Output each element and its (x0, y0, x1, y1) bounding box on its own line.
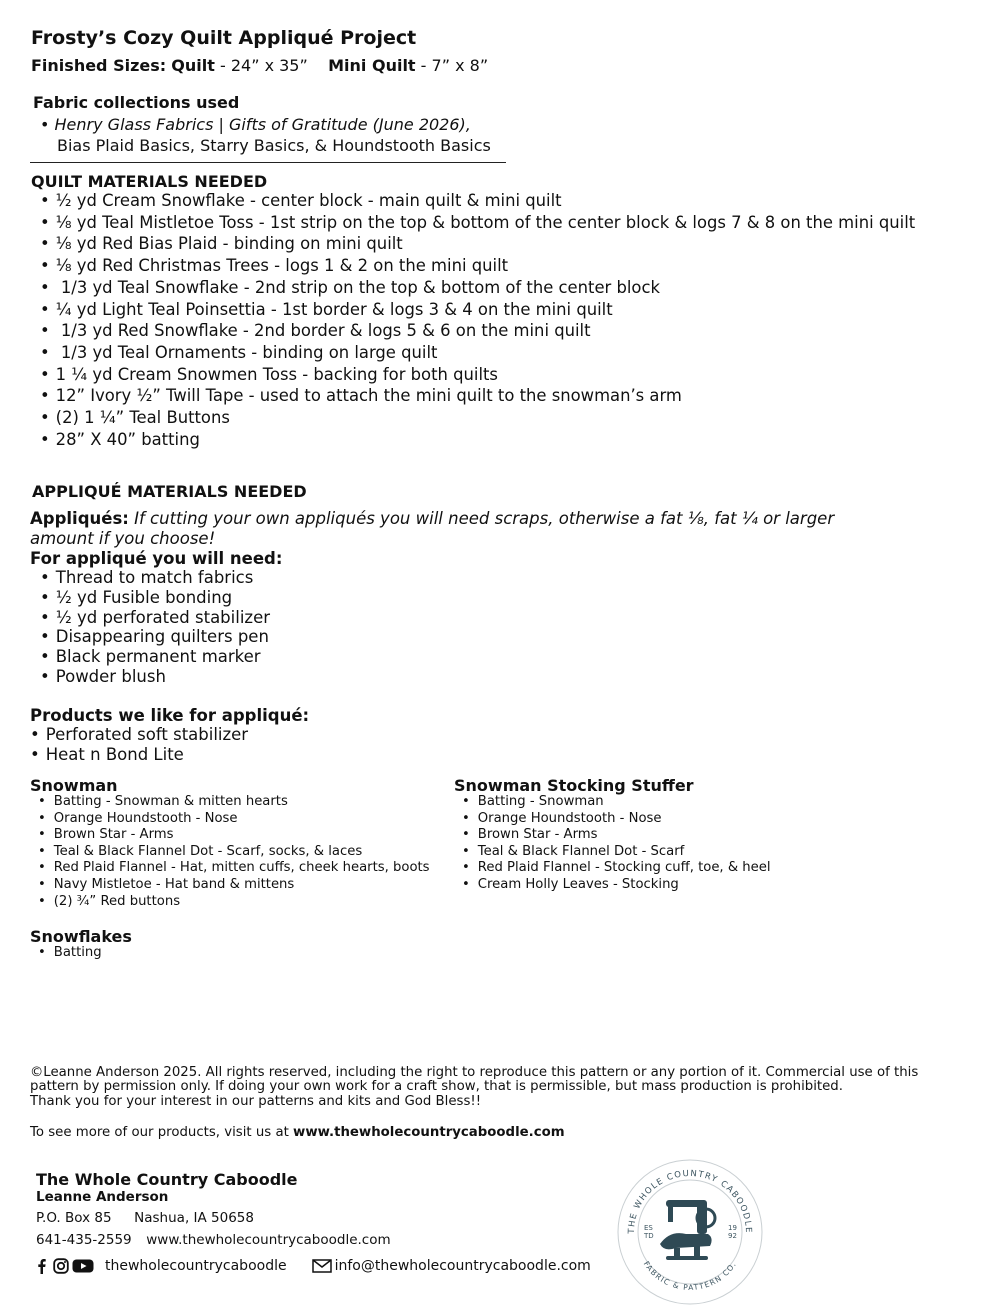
company-address (36, 1210, 254, 1226)
list-item: • Thread to match fabrics (40, 568, 270, 588)
products-list (30, 725, 248, 765)
list-item: • 1/3 yd Teal Snowflake - 2nd strip on the top & bottom of the center block (40, 277, 915, 299)
social-row (34, 1258, 591, 1274)
more-text: To see more of our products, visit us at (30, 1125, 294, 1140)
company-name: The Whole Country Caboodle (36, 1170, 298, 1189)
list-item: • 1/3 yd Red Snowflake - 2nd border & logs 5 & 6 on the mini quilt (40, 320, 915, 342)
quilt-materials-list (40, 190, 915, 450)
list-item: • Powder blush (40, 667, 270, 687)
list-item: • ½ yd Fusible bonding (40, 588, 270, 608)
company-contact (36, 1232, 391, 1248)
more-link[interactable]: www.thewholecountrycaboodle.com (293, 1125, 565, 1140)
list-item: • 12” Ivory ½” Twill Tape - used to attach the mini quilt to the snowman’s arm (40, 385, 915, 407)
list-item: • ⅛ yd Red Christmas Trees - logs 1 & 2 on the mini quilt (40, 255, 915, 277)
company-logo-seal (614, 1156, 766, 1308)
mail-icon (312, 1258, 332, 1274)
list-item: • Teal & Black Flannel Dot - Scarf, socks, & laces (38, 844, 430, 861)
more-products (30, 1125, 565, 1140)
svg-text:FABRIC & PATTERN CO.: FABRIC & PATTERN CO. (641, 1259, 739, 1293)
list-item: • ¼ yd Light Teal Poinsettia - 1st border & logs 3 & 4 on the mini quilt (40, 299, 915, 321)
list-item: • Heat n Bond Lite (30, 745, 248, 765)
stocking-list (462, 794, 771, 894)
copyright-line-1: ©Leanne Anderson 2025. All rights reserved, including the right to reproduce this pattern or any portion of it. Commercial use of this (30, 1065, 919, 1080)
list-item: • (2) ¾” Red buttons (38, 894, 430, 911)
list-item: • Brown Star - Arms (462, 827, 771, 844)
svg-text:19: 19 (728, 1224, 737, 1232)
list-item: • Batting (38, 945, 102, 962)
youtube-icon[interactable] (72, 1258, 94, 1274)
snowman-list (38, 794, 430, 910)
company-person: Leanne Anderson (36, 1189, 169, 1205)
applique-intro-text: If cutting your own appliqués you will need scraps, otherwise a fat ⅛, fat ¼ or larger amount if you choose! (30, 509, 835, 548)
mini-label: Mini Quilt (328, 56, 416, 75)
snowflakes-heading: Snowflakes (30, 927, 132, 946)
list-item: • Brown Star - Arms (38, 827, 430, 844)
products-heading: Products we like for appliqué: (30, 706, 310, 725)
list-item: • 1 ¼ yd Cream Snowmen Toss - backing for both quilts (40, 364, 915, 386)
applique-need-heading: For appliqué you will need: (30, 549, 283, 568)
mini-size: - 7” x 8” (420, 56, 489, 75)
snowman-heading: Snowman (30, 776, 118, 795)
list-item: • Batting - Snowman (462, 794, 771, 811)
svg-text:THE WHOLE COUNTRY CABOODLE: THE WHOLE COUNTRY CABOODLE (626, 1168, 754, 1234)
sizes-label: Finished Sizes: (31, 56, 167, 75)
email-link[interactable]: info@thewholecountrycaboodle.com (334, 1258, 591, 1274)
divider (30, 162, 506, 163)
phone: 641-435-2559 (36, 1232, 132, 1248)
svg-text:TD: TD (644, 1232, 654, 1240)
fabric-heading: Fabric collections used (33, 93, 240, 112)
list-item: • Red Plaid Flannel - Hat, mitten cuffs, cheek hearts, boots (38, 860, 430, 877)
list-item: • Orange Houndstooth - Nose (462, 811, 771, 828)
list-item: • Disappearing quilters pen (40, 627, 270, 647)
sewing-machine-icon (660, 1200, 715, 1260)
quilt-size: - 24” x 35” (219, 56, 308, 75)
fabric-line-1: • Henry Glass Fabrics | Gifts of Gratitude (June 2026), (40, 115, 471, 134)
copyright-notice (30, 1066, 980, 1109)
applique-intro (30, 509, 850, 549)
website-link[interactable]: www.thewholecountrycaboodle.com (146, 1232, 391, 1248)
list-item: • ⅛ yd Teal Mistletoe Toss - 1st strip on the top & bottom of the center block & logs 7 & 8 on the mini quilt (40, 212, 915, 234)
snowflakes-list (38, 945, 102, 962)
list-item: • ½ yd perforated stabilizer (40, 608, 270, 628)
list-item: • Cream Holly Leaves - Stocking (462, 877, 771, 894)
page-title: Frosty’s Cozy Quilt Appliqué Project (31, 27, 417, 49)
list-item: • Teal & Black Flannel Dot - Scarf (462, 844, 771, 861)
applique-need-list (40, 568, 270, 687)
list-item: • Black permanent marker (40, 647, 270, 667)
copyright-line-2: pattern by permission only. If doing your own work for a craft show, that is permissible, but mass production is prohibited. (30, 1079, 843, 1095)
list-item: • 28” X 40” batting (40, 429, 915, 451)
facebook-icon[interactable] (34, 1258, 50, 1274)
applique-intro-label: Appliqués: (30, 509, 129, 528)
list-item: • Perforated soft stabilizer (30, 725, 248, 745)
stocking-heading: Snowman Stocking Stuffer (454, 776, 694, 795)
applique-heading: APPLIQUÉ MATERIALS NEEDED (32, 482, 307, 501)
copyright-line-3: Thank you for your interest in our patterns and kits and God Bless!! (30, 1093, 482, 1109)
social-handle[interactable]: thewholecountrycaboodle (105, 1258, 287, 1274)
svg-text:ES: ES (644, 1224, 653, 1232)
list-item: • ⅛ yd Red Bias Plaid - binding on mini quilt (40, 233, 915, 255)
list-item: • Red Plaid Flannel - Stocking cuff, toe, & heel (462, 860, 771, 877)
list-item: • 1/3 yd Teal Ornaments - binding on large quilt (40, 342, 915, 364)
list-item: • ½ yd Cream Snowflake - center block - main quilt & mini quilt (40, 190, 915, 212)
fabric-line-2: Bias Plaid Basics, Starry Basics, & Houndstooth Basics (57, 136, 491, 155)
list-item: • (2) 1 ¼” Teal Buttons (40, 407, 915, 429)
list-item: • Navy Mistletoe - Hat band & mittens (38, 877, 430, 894)
list-item: • Batting - Snowman & mitten hearts (38, 794, 430, 811)
city: Nashua, IA 50658 (134, 1210, 254, 1226)
quilt-materials-heading: QUILT MATERIALS NEEDED (31, 172, 268, 191)
list-item: • Orange Houndstooth - Nose (38, 811, 430, 828)
finished-sizes (31, 56, 488, 75)
instagram-icon[interactable] (53, 1258, 69, 1274)
po-box: P.O. Box 85 (36, 1210, 112, 1226)
quilt-label: Quilt (171, 56, 215, 75)
svg-text:92: 92 (728, 1232, 737, 1240)
